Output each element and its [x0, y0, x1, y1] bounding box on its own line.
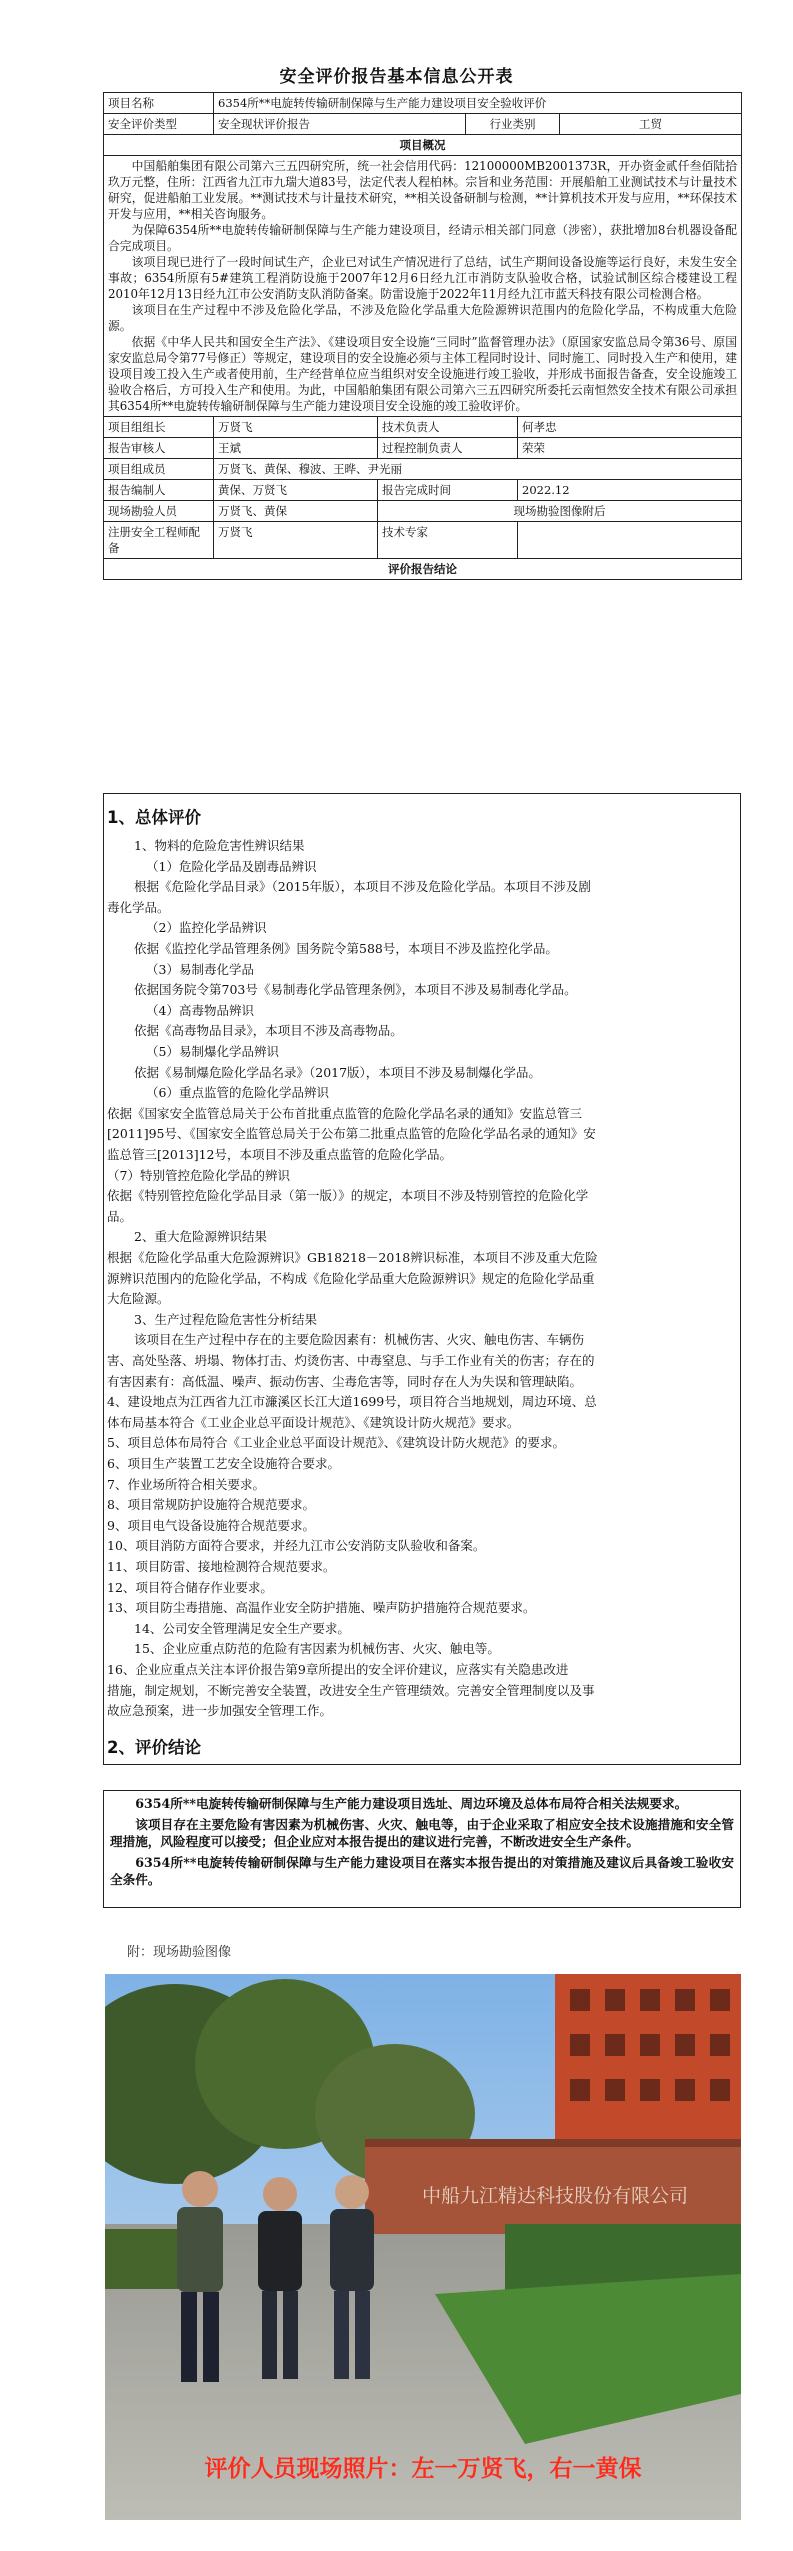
overview-heading: 项目概况 — [104, 135, 742, 156]
overview-text — [104, 156, 742, 417]
eval-type-label: 安全评价类型 — [104, 114, 214, 135]
row-project-name — [104, 93, 742, 114]
overview-paragraph: 该项目在生产过程中不涉及危险化学品，不涉及危险化学品重大危险源辨识范围内的危险化学品，不构成重大危险源。 — [108, 303, 738, 333]
section1-line: 该项目在生产过程中存在的主要危险因素有：机械伤害、火灾、触电伤害、车辆伤 — [134, 1332, 585, 1348]
project-name-label: 项目名称 — [104, 93, 214, 114]
section1-line: 根据《危险化学品目录》（2015年版），本项目不涉及危险化学品。本项目不涉及剧 — [134, 879, 591, 895]
appendix-label: 附：现场勘验图像 — [127, 1945, 232, 1960]
section1-line: 16、企业应重点关注本评价报告第9章所提出的安全评价建议，应落实有关隐患改进 — [107, 1662, 569, 1677]
section1-line: 措施，制定规划，不断完善安全装置，改进安全生产管理绩效。完善安全管理制度以及事 — [107, 1682, 595, 1698]
complete-label: 报告完成时间 — [378, 480, 518, 501]
section1-line: 有害因素有：高低温、噪声、振动伤害、尘毒危害等，同时存在人为失误和管理缺陷。 — [107, 1373, 583, 1389]
section1-line: 12、项目符合储存作业要求。 — [107, 1579, 273, 1595]
section1-line: 依据《特别管控危险化学品目录（第一版）》的规定，本项目不涉及特别管控的危险化学 — [107, 1188, 589, 1204]
sign-text: 中船九江精达科技股份有限公司 — [421, 2185, 689, 2207]
section1-line: （1）危险化学品及剧毒品辨识 — [146, 858, 317, 874]
section1-line: 监总管三[2013]12号，本项目不涉及重点监管的危险化学品。 — [107, 1147, 452, 1162]
overview-paragraph: 为保障6354所**电旋转传输研制保障与生产能力建设项目，经请示相关部门同意（涉密），获批增加8台机器设备配合完成项目。 — [108, 223, 738, 253]
conclusion-paragraph: 6354所**电旋转传输研制保障与生产能力建设项目选址、周边环境及总体布局符合相关法规要求。 — [135, 1796, 688, 1811]
audit-value: 王斌 — [214, 438, 378, 459]
section1-line: （7）特别管控危险化学品的辨识 — [107, 1167, 290, 1183]
tech-lead-value: 何孝忠 — [518, 417, 742, 438]
section1-line: （2）监控化学品辨识 — [146, 920, 267, 936]
overview-paragraph: 中国船舶集团有限公司第六三五四研究所，统一社会信用代码：12100000MB2001373R，开办资金贰仟叁佰陆拾玖万元整，住所：江西省九江市九瑞大道83号，法定代表人程柏林。宗旨和业务范围：开展船舶工业测试技术与计量技术研究，促进船舶工业发展。**测试技术与计量技术研究，**相关设备研制与检测，**计算机技术开发与应用，**环保技术开发与应用，**相关咨询服务。 — [108, 159, 738, 221]
section1-heading: 1、总体评价 — [107, 808, 201, 827]
section1-line: 5、项目总体布局符合《工业企业总平面设计规范》、《建筑设计防火规范》的要求。 — [107, 1435, 565, 1451]
expert-value — [518, 522, 742, 559]
evaluation-box — [103, 793, 741, 1765]
section1-line: 依据《易制爆危险化学品名录》（2017版），本项目不涉及易制爆化学品。 — [134, 1064, 541, 1080]
complete-value: 2022.12 — [518, 480, 742, 501]
leader-value: 万贤飞 — [214, 417, 378, 438]
section1-line: 故应急预案，进一步加强安全管理工作。 — [107, 1703, 333, 1719]
info-table — [103, 92, 742, 580]
expert-label: 技术专家 — [378, 522, 518, 559]
page-title: 安全评价报告基本信息公开表 — [279, 67, 514, 87]
project-name-value: 6354所**电旋转传输研制保障与生产能力建设项目安全验收评价 — [214, 93, 742, 114]
section1-line: 依据《监控化学品管理条例》国务院令第588号，本项目不涉及监控化学品。 — [134, 941, 558, 956]
overview-paragraph: 该项目现已进行了一段时间试生产，企业已对试生产情况进行了总结，试生产期间设备设施等运行良好，未发生安全事故；6354所原有5#建筑工程消防设施于2007年12月6日经九江市消防支队验收合格，试验试制区综合楼建设工程2010年12月13日经九江市公安消防支队消防备案。防雷设施于2022年11月经九江市蓝天科技有限公司检测合格。 — [108, 255, 738, 301]
members-value: 万贤飞、黄保、穆波、王晔、尹光丽 — [214, 459, 742, 480]
writers-label: 报告编制人 — [104, 480, 214, 501]
conclusion-box — [103, 1790, 741, 1908]
process-lead-label: 过程控制负责人 — [378, 438, 518, 459]
section1-line: 害、高处坠落、坍塌、物体打击、灼烫伤害、中毒窒息、与手工作业有关的伤害；存在的 — [107, 1353, 595, 1368]
conclusion-heading: 评价报告结论 — [104, 559, 742, 580]
section1-line: 大危险源。 — [107, 1291, 170, 1307]
section1-line: 15、企业应重点防范的危险有害因素为机械伤害、火灾、触电等。 — [134, 1641, 500, 1657]
section1-line: 10、项目消防方面符合要求，并经九江市公安消防支队验收和备案。 — [107, 1538, 486, 1554]
section1-line: [2011]95号、《国家安全监管总局关于公布第二批重点监管的危险化学品名录的通知》安 — [107, 1126, 596, 1142]
section1-line: （3）易制毒化学品 — [146, 961, 254, 977]
industry-label: 行业类别 — [466, 114, 560, 135]
conclusion-paragraph: 6354所**电旋转传输研制保障与生产能力建设项目在落实本报告提出的对策措施及建议后具备竣工验收安全条件。 — [110, 1854, 734, 1887]
section1-line: 6、项目生产装置工艺安全设施符合要求。 — [107, 1456, 340, 1471]
section1-line: 4、建设地点为江西省九江市濂溪区长江大道1699号，项目符合当地规划，周边环境、总 — [107, 1394, 597, 1410]
row-eval-type — [104, 114, 742, 135]
section2-heading: 2、评价结论 — [107, 1738, 201, 1757]
section1-line: 根据《危险化学品重大危险源辨识》GB18218－2018辨识标准，本项目不涉及重大危险 — [107, 1250, 598, 1265]
eval-type-value: 安全现状评价报告 — [214, 114, 466, 135]
writers-value: 黄保、万贤飞 — [214, 480, 378, 501]
section1-line: 毒化学品。 — [107, 899, 170, 915]
site-staff-value: 万贤飞、黄保 — [214, 501, 378, 522]
section1-line: 源辨识范围内的危险化学品，不构成《危险化学品重大危险源辨识》规定的危险化学品重 — [107, 1270, 595, 1286]
site-photo-note: 现场勘验图像附后 — [378, 501, 742, 522]
section1-line: 8、项目常规防护设施符合规范要求。 — [107, 1497, 315, 1513]
process-lead-value: 荣荣 — [518, 438, 742, 459]
leader-label: 项目组组长 — [104, 417, 214, 438]
section1-line: 2、重大危险源辨识结果 — [134, 1229, 267, 1245]
section1-line: 13、项目防尘毒措施、高温作业安全防护措施、噪声防护措施符合规范要求。 — [107, 1600, 536, 1616]
site-photo-illustration — [105, 1974, 741, 2520]
section1-line: 品。 — [107, 1208, 133, 1224]
section1-line: 依据《高毒物品目录》，本项目不涉及高毒物品。 — [134, 1023, 403, 1039]
section1-line: （5）易制爆化学品辨识 — [146, 1044, 279, 1059]
tech-lead-label: 技术负责人 — [378, 417, 518, 438]
audit-label: 报告审核人 — [104, 438, 214, 459]
section1-line: 11、项目防雷、接地检测符合规范要求。 — [107, 1559, 336, 1574]
industry-value: 工贸 — [560, 114, 742, 135]
section1-line: 3、生产过程危险危害性分析结果 — [134, 1311, 317, 1327]
section1-line: 依据国务院令第703号《易制毒化学品管理条例》，本项目不涉及易制毒化学品。 — [134, 982, 577, 998]
section1-line: （4）高毒物品辨识 — [146, 1002, 254, 1018]
overview-paragraph: 依据《中华人民共和国安全生产法》、《建设项目安全设施“三同时”监督管理办法》（原国家安监总局令第36号、原国家安监总局令第77号修正）等规定，建设项目的安全设施必须与主体工程同时设计、同时施工、同时投入生产和使用，建设项目竣工投入生产或者使用前，生产经营单位应当组织对安全设施进行竣工验收，并形成书面报告备查，安全设施竣工验收合格后，方可投入生产和使用。为此，中国船舶集团有限公司第六三五四研究所委托云南恒然安全技术有限公司承担其6354所**电旋转传输研制保障与生产能力建设项目安全设施的竣工验收评价。 — [108, 335, 738, 413]
members-label: 项目组成员 — [104, 459, 214, 480]
section1-line: （6）重点监管的危险化学品辨识 — [146, 1085, 329, 1101]
section1-line: 9、项目电气设备设施符合规范要求。 — [107, 1517, 315, 1533]
section1-line: 1、物料的危险危害性辨识结果 — [134, 838, 305, 853]
conclusion-paragraph: 该项目存在主要危险有害因素为机械伤害、火灾、触电等，由于企业采取了相应安全技术设施措施和安全管理措施，风险程度可以接受；但企业应对本报告提出的建议进行完善，不断改进安全生产条件。 — [110, 1816, 734, 1849]
engineer-value: 万贤飞 — [214, 522, 378, 559]
site-photo — [105, 1974, 741, 2520]
photo-caption: 评价人员现场照片：左一万贤飞，右一黄保 — [204, 2456, 642, 2482]
section1-line: 依据《国家安全监管总局关于公布首批重点监管的危险化学品名录的通知》安监总管三 — [107, 1105, 583, 1121]
section1-line: 14、公司安全管理满足安全生产要求。 — [134, 1620, 350, 1636]
section1-line: 体布局基本符合《工业企业总平面设计规范》、《建筑设计防火规范》要求。 — [107, 1414, 520, 1430]
section1-line: 7、作业场所符合相关要求。 — [107, 1476, 265, 1492]
site-staff-label: 现场勘验人员 — [104, 501, 214, 522]
engineer-label: 注册安全工程师配备 — [104, 522, 214, 559]
